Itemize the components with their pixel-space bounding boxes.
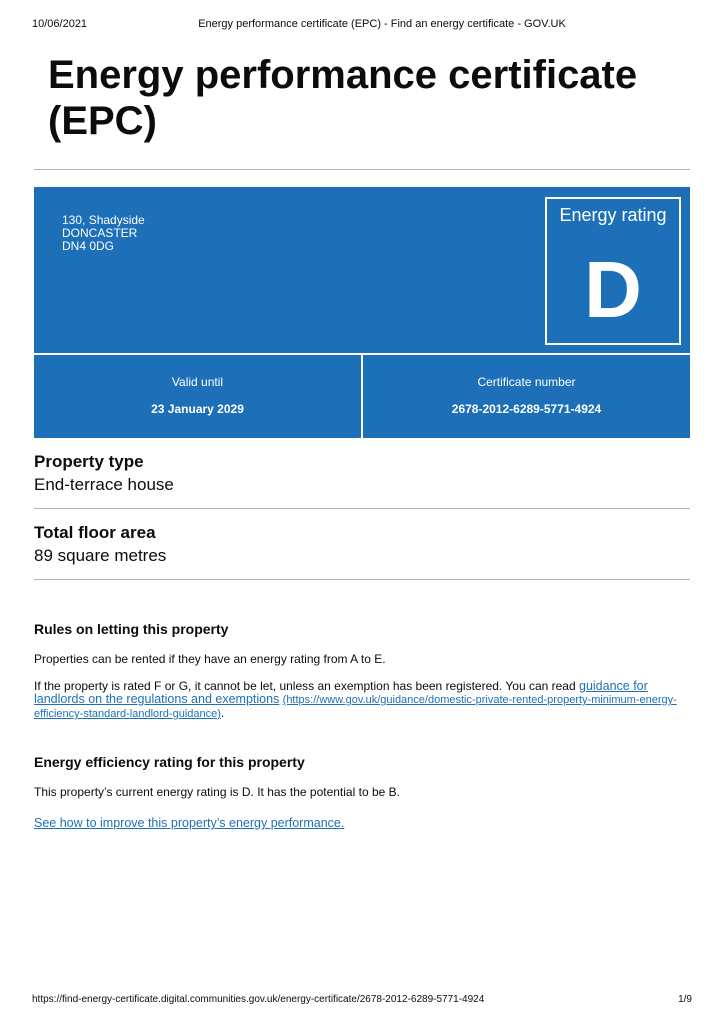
property-address [62,214,145,253]
letting-rules-paragraph-2 [34,680,690,721]
landlord-guidance-link[interactable]: guidance for landlords on the regulations and exemptions [34,679,648,706]
page-number: 1/9 [678,994,692,1005]
valid-until-label: Valid until [171,375,224,389]
title-divider [34,169,690,170]
property-type-value: End-terrace house [34,475,174,494]
energy-rating-box [545,197,681,345]
property-type-heading: Property type [34,452,144,471]
landlord-guidance-url[interactable]: (https://www.gov.uk/guidance/domestic-private-rented-property-minimum-energy-efficiency-standard-landlord-guidance) [34,694,677,720]
valid-until-value: 23 January 2029 [151,402,244,416]
floor-area-heading: Total floor area [34,523,156,542]
letting-rules-paragraph-1: Properties can be rented if they have an energy rating from A to E. [34,652,386,666]
efficiency-section [34,753,690,771]
epc-summary-panel [34,187,690,438]
energy-rating-value: D [584,245,642,334]
property-type-section [34,452,690,495]
floor-area-value: 89 square metres [34,546,167,565]
letting-rules-section [34,620,690,638]
floor-area-divider [34,579,690,580]
print-date: 10/06/2021 [32,18,88,30]
efficiency-heading: Energy efficiency rating for this property [34,754,305,770]
property-type-divider [34,508,690,509]
certificate-number-cell [363,353,690,438]
letting-rules-text-end: . [220,706,225,720]
address-line-2: DONCASTER [62,226,138,240]
efficiency-text: This property’s current energy rating is D. It has the potential to be B. [34,785,400,799]
letting-rules-text: If the property is rated F or G, it cannot be let, unless an exemption has been registered. You can read [34,679,579,693]
certificate-number-label: Certificate number [477,375,576,389]
floor-area-section [34,523,690,566]
print-url: https://find-energy-certificate.digital.communities.gov.uk/energy-certificate/2678-2012-6289-5771-4924 [32,994,485,1005]
letting-rules-heading: Rules on letting this property [34,621,229,637]
page-title: Energy performance certificate (EPC) [48,53,638,143]
valid-until-cell [34,353,361,438]
address-line-3: DN4 0DG [62,239,115,253]
print-document-title: Energy performance certificate (EPC) - Find an energy certificate - GOV.UK [198,18,566,30]
improve-link-row [34,817,690,830]
improve-performance-link[interactable]: See how to improve this property’s energy performance. [34,816,345,830]
certificate-number-value: 2678-2012-6289-5771-4924 [451,402,602,416]
energy-rating-label: Energy rating [559,205,667,225]
address-line-1: 130, Shadyside [62,213,145,227]
